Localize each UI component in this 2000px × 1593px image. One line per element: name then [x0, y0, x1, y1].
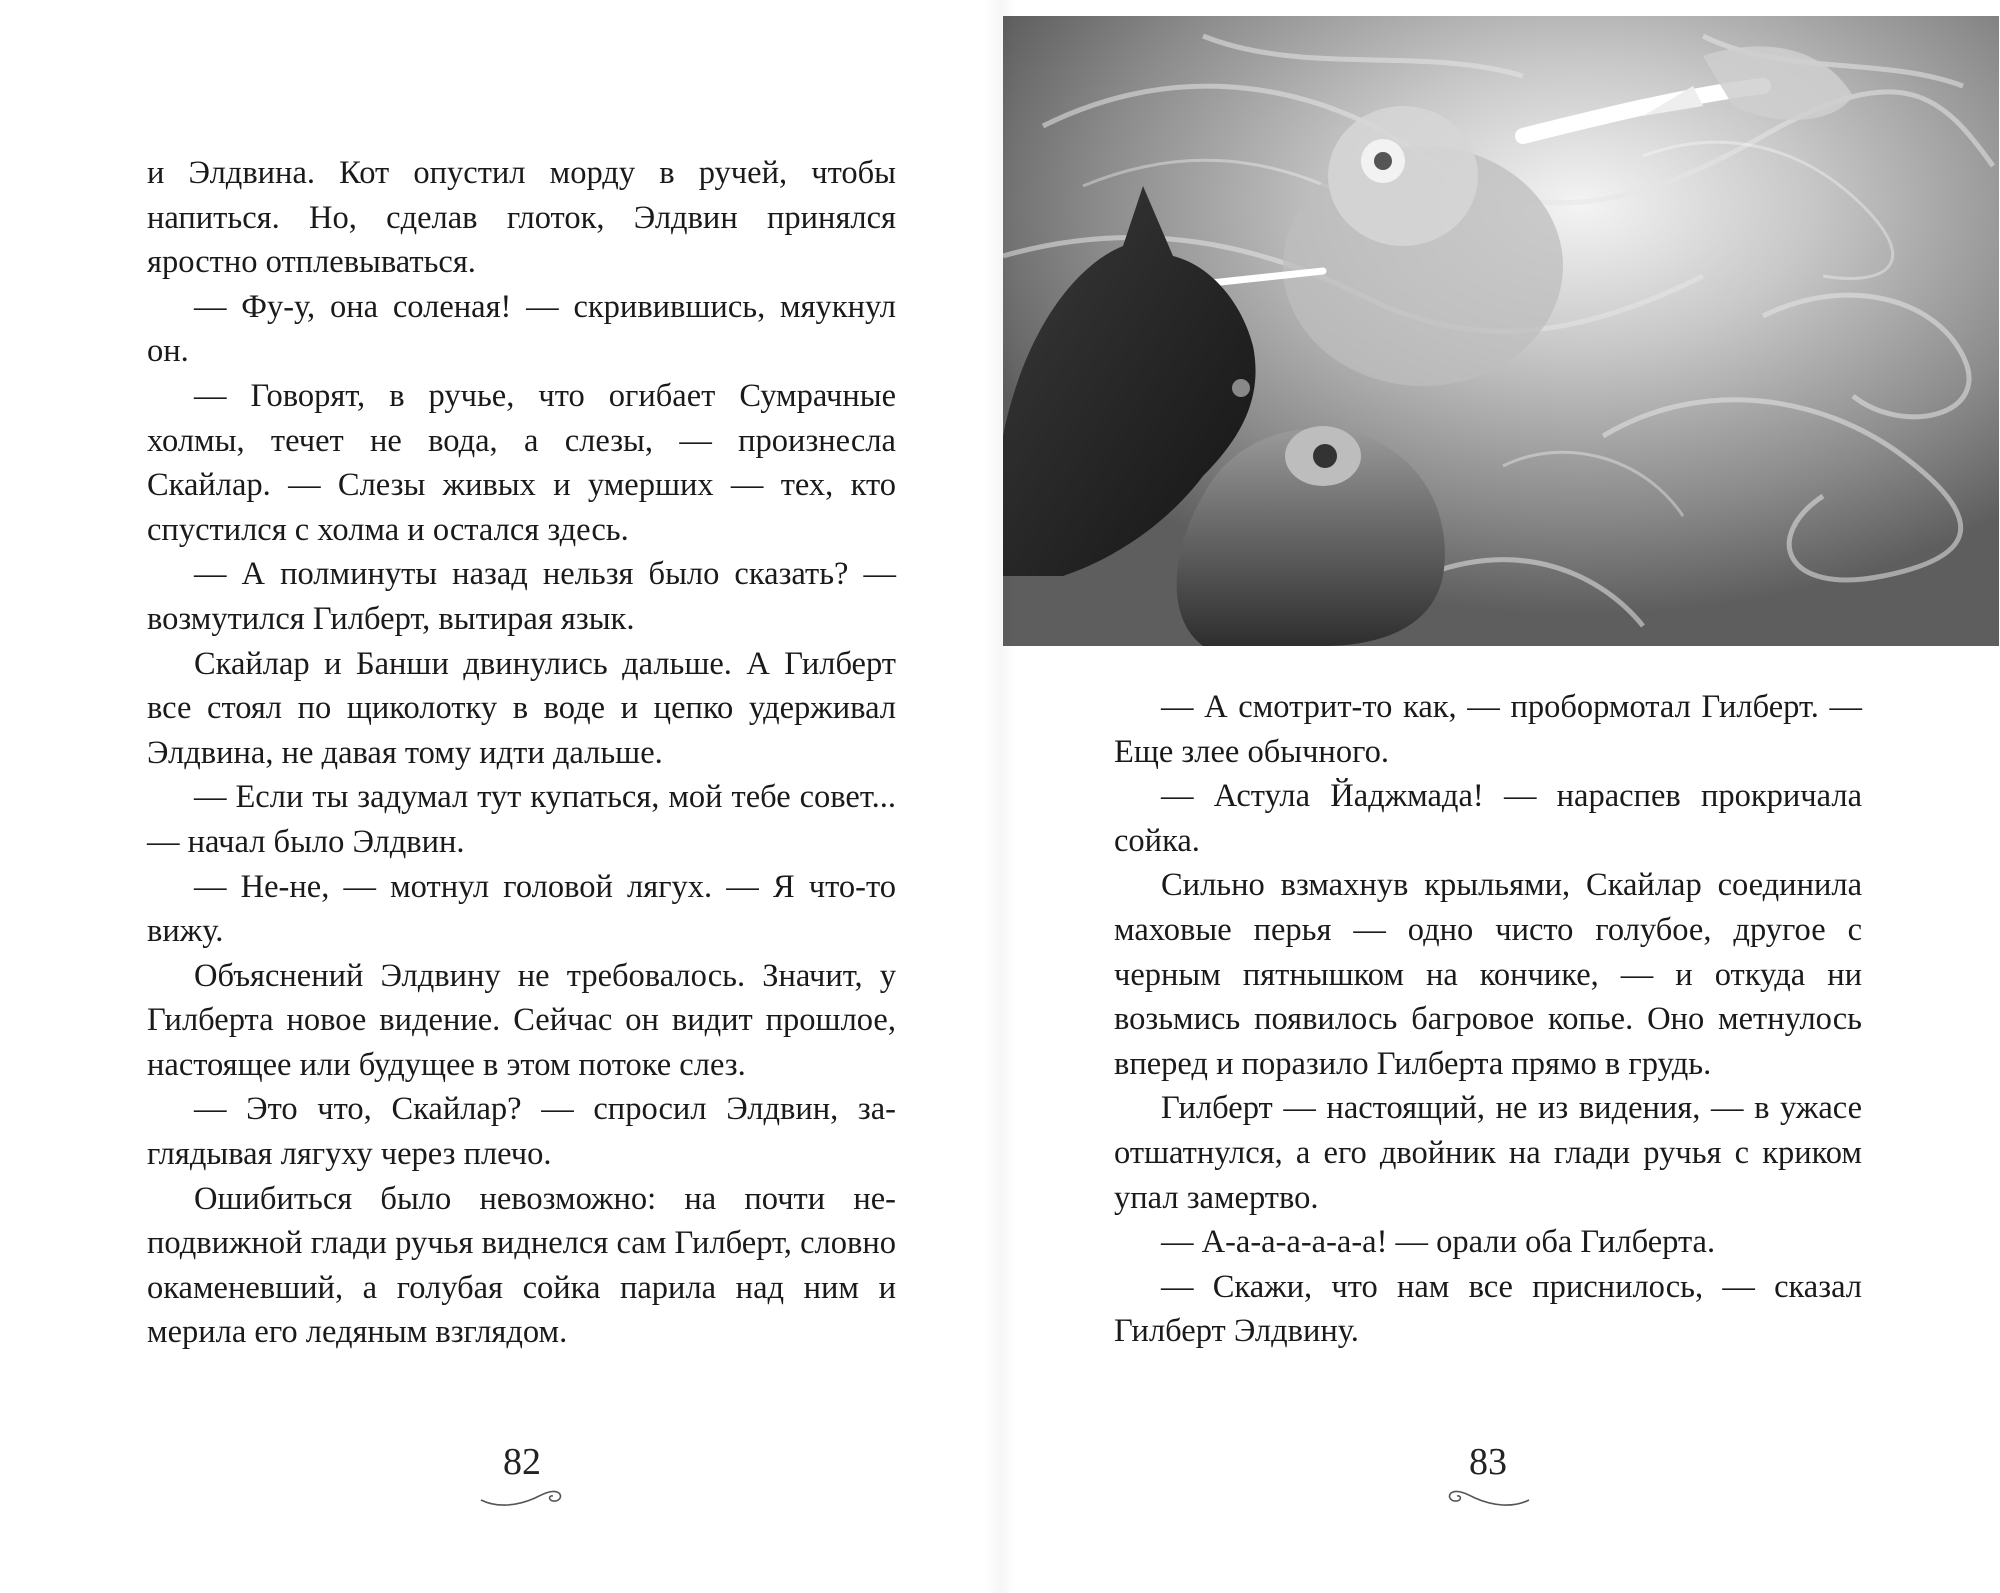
paragraph: Гилберт — настоящий, не из видения, — в ужасе отшатнулся, а его двойник на глади ручья с криком упал замертво.	[1114, 1090, 1862, 1216]
page-number: 83	[1469, 1441, 1507, 1483]
illustration	[1003, 16, 1999, 646]
paragraph: и Элдвина. Кот опустил морду в ручей, чтобы напиться. Но, сделав глоток, Элдвин принялся яростно отплевываться.	[147, 155, 896, 281]
paragraph: Сильно взмахнув крыльями, Скайлар соединила маховые перья — одно чисто голубое, другое с черным пятнышком на кончике, — и откуда ни возьмись появилось багровое копье. Оно метнулось вперед и поразило Гилберта прямо в грудь.	[1114, 867, 1862, 1082]
paragraph: — Астула Йаджмада! — нараспев прокричала сойка.	[1114, 778, 1862, 859]
ornament-swash-icon	[477, 1486, 567, 1508]
paragraph: — Это что, Скайлар? — спросил Элдвин, заглядывая лягуху через плечо.	[147, 1091, 896, 1173]
paragraph: Скайлар и Банши двинулись дальше. А Гилберт все стоял по щиколотку в воде и цепко удерживал Элдвина, не давая тому идти дальше.	[147, 645, 896, 771]
paragraph: — А смотрит-то как, — пробормотал Гилберт. — Еще злее обычного.	[1114, 689, 1862, 770]
right-page	[1000, 0, 2000, 1593]
ornament-swash-icon	[1443, 1486, 1533, 1508]
page-number-left	[452, 1440, 592, 1508]
paragraph: — А полминуты назад нельзя было сказать? — возмутился Гилберт, вытирая язык.	[147, 556, 896, 637]
page-number-right	[1418, 1440, 1558, 1508]
paragraph: — Если ты задумал тут купаться, мой тебе совет... — начал было Элдвин.	[147, 779, 896, 860]
page-number: 82	[503, 1441, 541, 1483]
paragraph: — Скажи, что нам все приснилось, — сказал Гилберт Элдвину.	[1114, 1268, 1862, 1350]
paragraph: — Говорят, в ручье, что огибает Сумрачные холмы, течет не вода, а слезы, — произнесла Скайлар. — Слезы живых и умерших — тех, кто спустился с холма и остался здесь.	[147, 377, 896, 548]
paragraph: Ошибиться было невозможно: на почти неподвижной глади ручья виднелся сам Гилберт, словно окаменевший, а голубая сойка парила над ним и мерила его ледяным взглядом.	[147, 1180, 896, 1351]
paragraph: — А-а-а-а-а-а-а! — орали оба Гилберта.	[1161, 1224, 1716, 1261]
paragraph: — Не-не, — мотнул головой лягух. — Я что-то вижу.	[147, 868, 896, 950]
paragraph: — Фу-у, она соленая! — скривившись, мяукнул он.	[147, 288, 896, 370]
illustration-image	[1003, 16, 1999, 646]
right-page-text	[1114, 685, 1862, 1354]
left-page-text	[147, 151, 896, 1355]
gutter-shadow	[985, 0, 1015, 1593]
paragraph: Объяснений Элдвину не требовалось. Значит, у Гилберта новое видение. Сейчас он видит прошлое, настоящее или будущее в этом потоке слез.	[147, 957, 896, 1083]
